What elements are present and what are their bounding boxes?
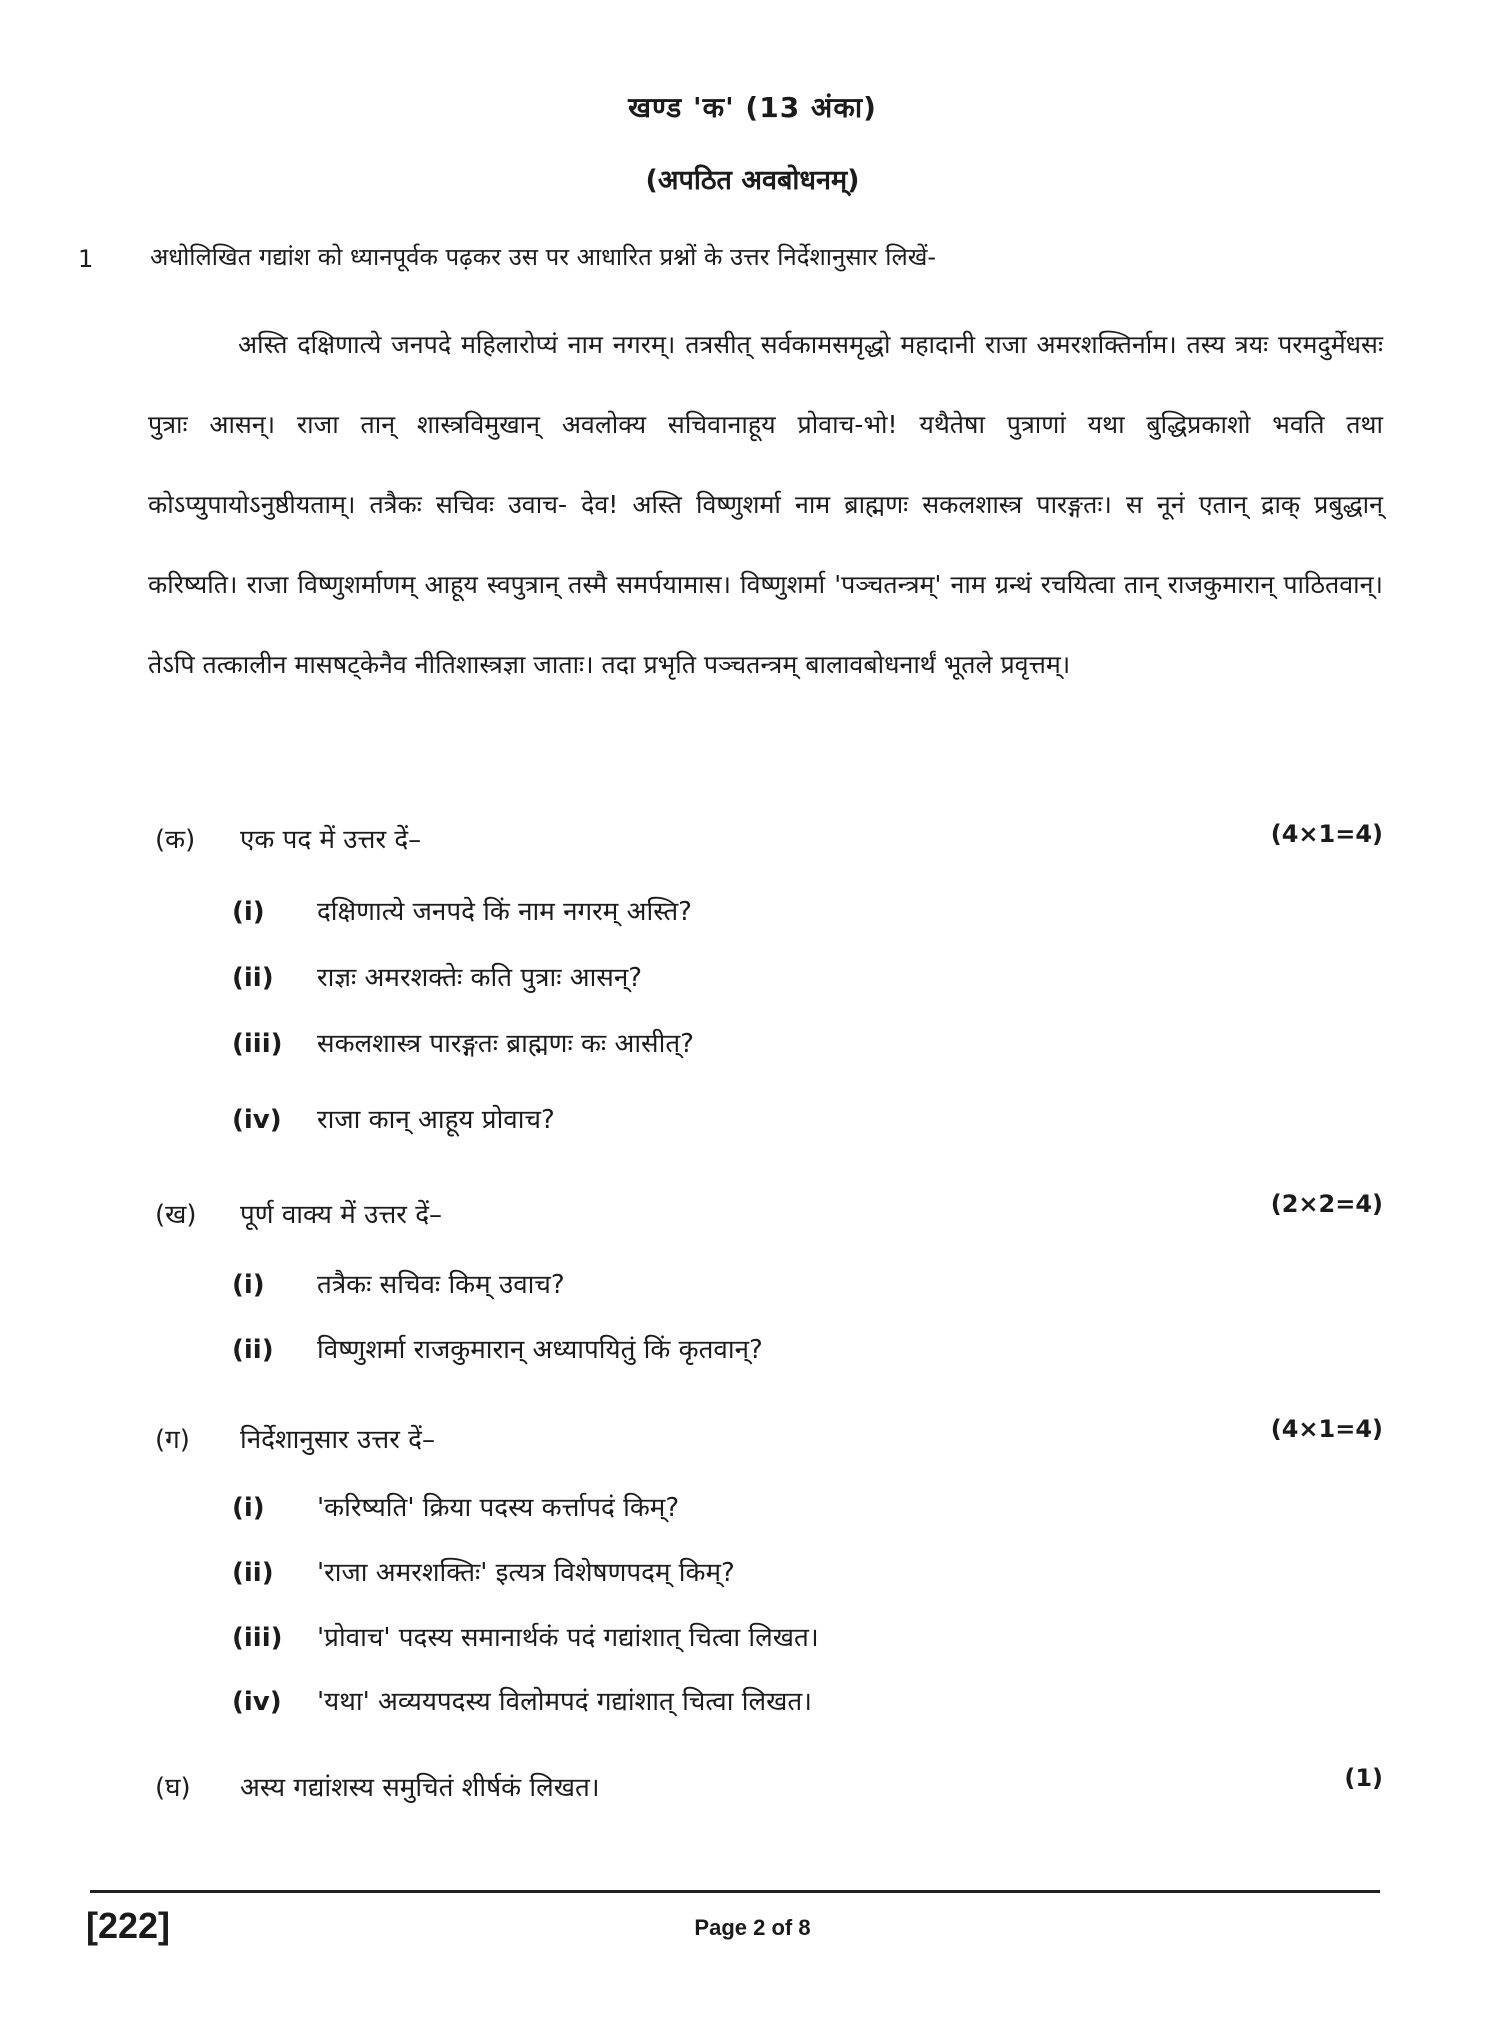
question-item bbox=[232, 1024, 694, 1060]
sub-question-d bbox=[155, 1768, 600, 1804]
item-label: (i) bbox=[232, 897, 265, 927]
item-text: विष्णुशर्मा राजकुमारान् अध्यापयितुं किं कृतवान्? bbox=[317, 1335, 763, 1365]
question-number: 1 bbox=[78, 245, 94, 273]
passage-text: अस्ति दक्षिणात्ये जनपदे महिलारोप्यं नाम नगरम्। तत्रसीत् सर्वकामसमृद्धो महादानी राजा अमरशक्तिर्नाम। तस्य त्रयः परमदुर्मेधसः पुत्राः आसन्। राजा तान् शास्त्रविमुखान् अवलोक्य सचिवानाहूय प्रोवाच-भो! यथैतेषा पुत्राणां यथा बुद्धिप्रकाशो भवति तथा कोऽप्युपायोऽनुष्ठीयताम्। तत्रैकः सचिवः उवाच- देव! अस्ति विष्णुशर्मा नाम ब्राह्मणः सकलशास्त्र पारङ्गतः। स नूनं एतान् द्राक् प्रबुद्धान् करिष्यति। राजा विष्णुशर्माणम् आहूय स्वपुत्रान् तस्मै समर्पयामास। विष्णुशर्मा 'पञ्चतन्त्रम्' नाम ग्रन्थं रचयित्वा तान् राजकुमारान् पाठितवान्। तेऽपि तत्कालीन मासषट्केनैव नीतिशास्त्रज्ञा जाताः। तदा प्रभृति पञ्चतन्त्रम् बालावबोधनार्थं भूतले प्रवृत्तम्। bbox=[148, 330, 1383, 679]
sub-question-label: (घ) bbox=[155, 1773, 191, 1803]
question-instruction: अधोलिखित गद्यांश को ध्यानपूर्वक पढ़कर उस पर आधारित प्रश्नों के उत्तर निर्देशानुसार लिखें- bbox=[150, 243, 937, 271]
section-title: खण्ड 'क' (13 अंका) bbox=[628, 91, 877, 124]
item-text: 'यथा' अव्ययपदस्य विलोमपदं गद्यांशात् चित्वा लिखत। bbox=[317, 1687, 813, 1717]
question-item bbox=[232, 1100, 555, 1136]
marks-label: (1) bbox=[1344, 1764, 1383, 1792]
item-label: (ii) bbox=[232, 1335, 274, 1365]
sub-question-label: (ख) bbox=[155, 1200, 197, 1230]
question-item bbox=[232, 892, 692, 928]
item-text: 'राजा अमरशक्तिः' इत्यत्र विशेषणपदम् किम्? bbox=[317, 1558, 735, 1588]
question-item bbox=[232, 1682, 812, 1718]
sub-question-text: पूर्ण वाक्य में उत्तर दें– bbox=[240, 1200, 443, 1230]
sub-question-text: निर्देशानुसार उत्तर दें– bbox=[240, 1425, 435, 1455]
item-label: (i) bbox=[232, 1493, 265, 1523]
page-number: Page 2 of 8 bbox=[694, 1915, 811, 1940]
sub-question-a bbox=[155, 820, 421, 856]
paper-code: [222] bbox=[86, 1905, 171, 1946]
item-label: (iii) bbox=[232, 1623, 283, 1653]
item-text: दक्षिणात्ये जनपदे किं नाम नगरम् अस्ति? bbox=[317, 897, 692, 927]
item-text: राजा कान् आहूय प्रोवाच? bbox=[317, 1105, 555, 1135]
marks-label: (4×1=4) bbox=[1270, 1415, 1383, 1443]
question-item bbox=[232, 1488, 679, 1524]
item-label: (iii) bbox=[232, 1029, 283, 1059]
marks-label: (4×1=4) bbox=[1270, 820, 1383, 848]
section-subtitle: (अपठित अवबोधनम्) bbox=[645, 165, 860, 196]
question-item bbox=[232, 958, 642, 994]
question-item bbox=[232, 1265, 565, 1301]
sub-question-label: (क) bbox=[155, 825, 196, 855]
item-label: (i) bbox=[232, 1270, 265, 1300]
item-text: 'प्रोवाच' पदस्य समानार्थकं पदं गद्यांशात् चित्वा लिखत। bbox=[317, 1623, 819, 1653]
sub-question-text: एक पद में उत्तर दें– bbox=[240, 825, 422, 855]
item-label: (ii) bbox=[232, 963, 274, 993]
item-label: (iv) bbox=[232, 1105, 282, 1135]
sub-question-text: अस्य गद्यांशस्य समुचितं शीर्षकं लिखत। bbox=[240, 1773, 600, 1803]
item-label: (ii) bbox=[232, 1558, 274, 1588]
marks-label: (2×2=4) bbox=[1270, 1190, 1383, 1218]
item-text: राज्ञः अमरशक्तेः कति पुत्राः आसन्? bbox=[317, 963, 643, 993]
item-label: (iv) bbox=[232, 1687, 282, 1717]
item-text: तत्रैकः सचिवः किम् उवाच? bbox=[317, 1270, 565, 1300]
question-item bbox=[232, 1553, 735, 1589]
item-text: सकलशास्त्र पारङ्गतः ब्राह्मणः कः आसीत्? bbox=[317, 1029, 694, 1059]
sub-question-c bbox=[155, 1420, 435, 1456]
question-item bbox=[232, 1330, 763, 1366]
footer-divider bbox=[90, 1890, 1380, 1893]
question-item bbox=[232, 1618, 819, 1654]
item-text: 'करिष्यति' क्रिया पदस्य कर्त्तापदं किम्? bbox=[317, 1493, 680, 1523]
sub-question-b bbox=[155, 1195, 442, 1231]
sub-question-label: (ग) bbox=[155, 1425, 190, 1455]
